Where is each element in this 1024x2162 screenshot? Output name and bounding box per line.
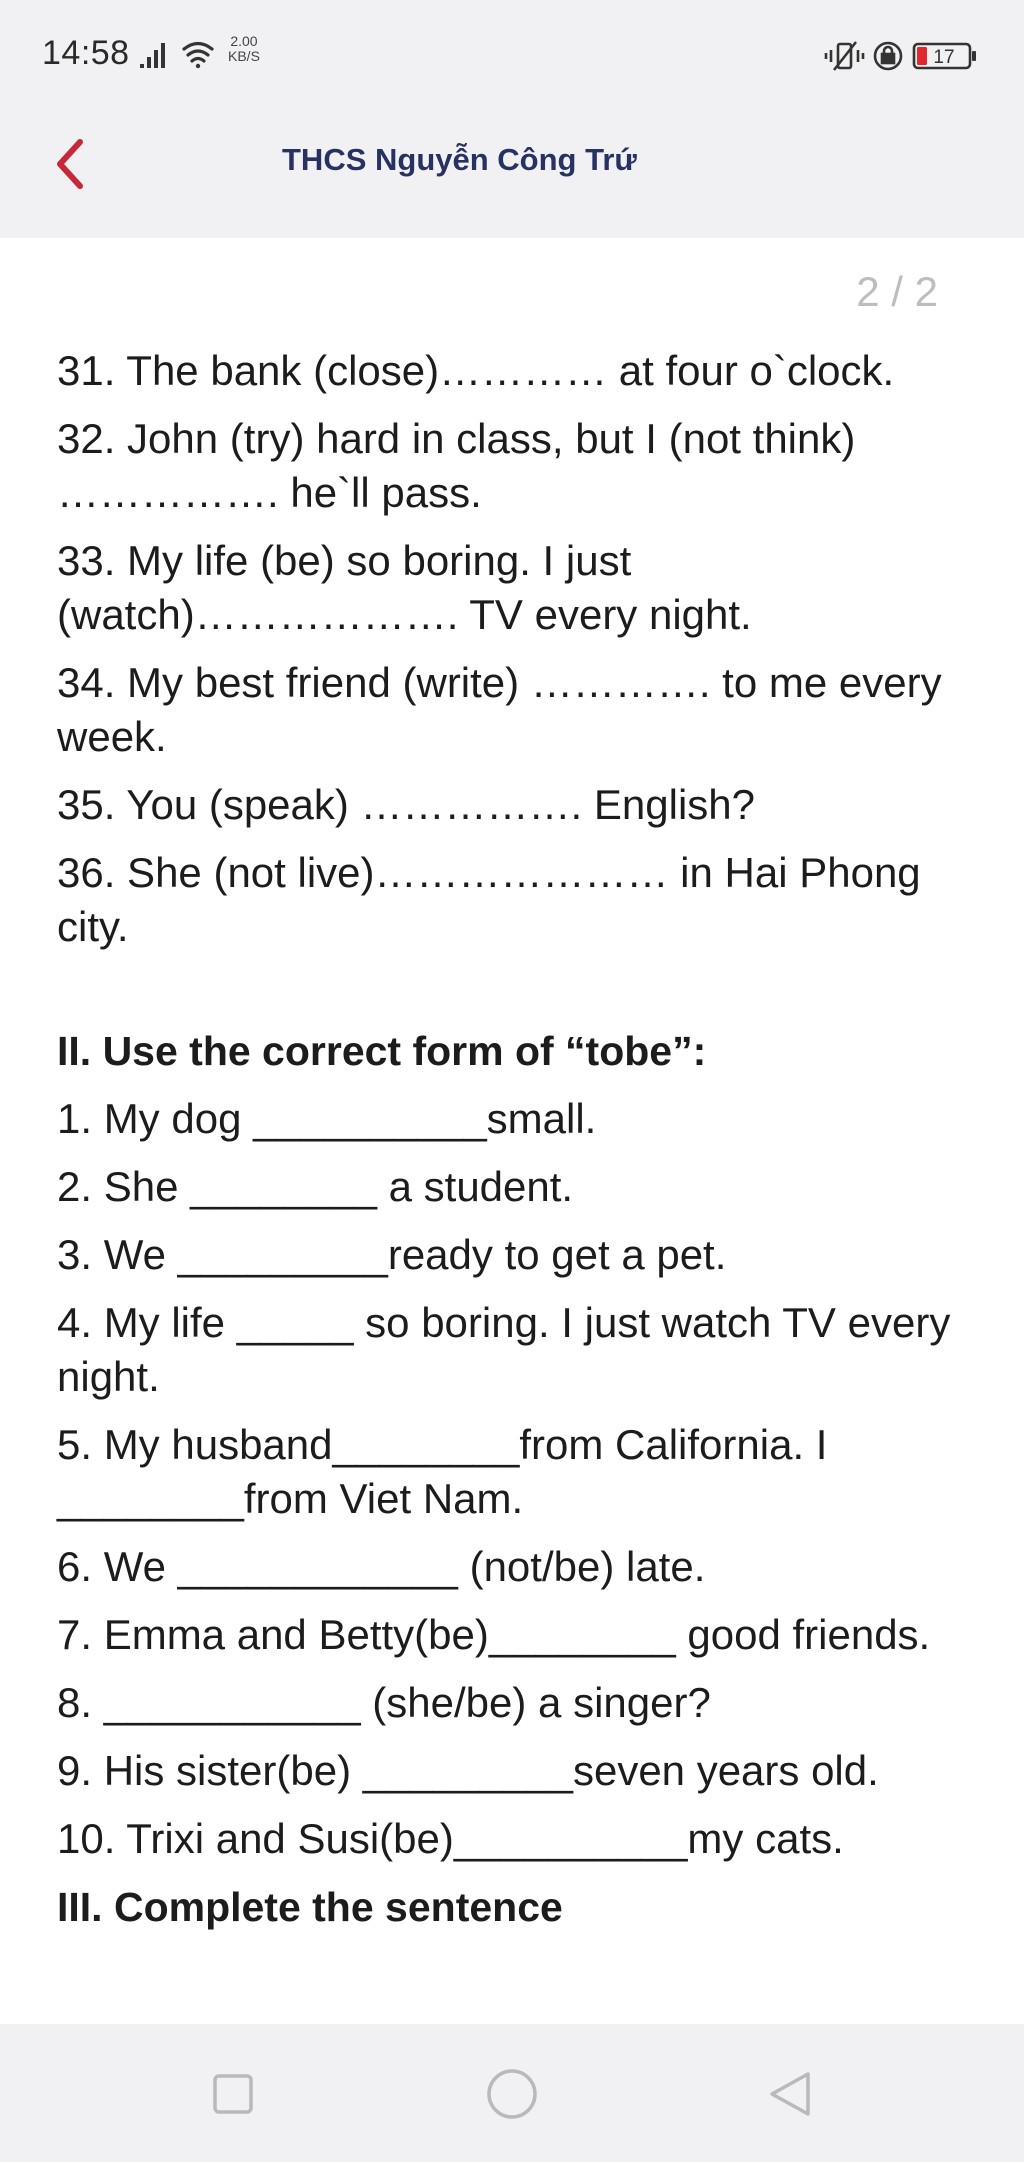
app-header [0,110,1024,238]
status-icons-right [824,36,984,76]
exercise-line: 6. We ____________ (not/be) late. [57,1543,706,1590]
exercise-line: 33. My life (be) so boring. I just (watch)………………. TV every night. [57,537,752,638]
battery-level: 17 [933,47,955,68]
exercise-line: 34. My best friend (write) …………. to me every week. [57,659,942,760]
network-speed [228,34,260,64]
exercise-line: 31. The bank (close)………… at four o`clock. [57,347,895,394]
exercise-line: 2. She ________ a student. [57,1163,574,1210]
wifi-icon [184,44,212,69]
system-back-button[interactable] [760,2064,820,2124]
navigation-bar [0,2024,1024,2162]
status-bar [0,0,1024,110]
recents-button[interactable] [203,2064,263,2124]
chevron-left-icon [60,142,80,186]
battery-icon [914,44,976,68]
section-heading: III. Complete the sentence [57,1884,563,1930]
exercise-line: 10. Trixi and Susi(be)__________my cats. [57,1815,844,1862]
status-time: 14:58 [42,34,130,72]
signal-wifi-icons [140,34,225,74]
back-button[interactable] [50,134,90,194]
vibrate-icon [826,42,863,70]
exercise-line: 8. ___________ (she/be) a singer? [57,1679,711,1726]
exercise-line: 1. My dog __________small. [57,1095,597,1142]
section-heading: II. Use the correct form of “tobe”: [57,1028,707,1074]
signal-icon [140,43,165,68]
home-button[interactable] [482,2064,542,2124]
exercise-line: 36. She (not live)………………… in Hai Phong city. [57,849,921,950]
page-counter: 2 / 2 [856,268,938,315]
exercise-line: 35. You (speak) ……………. English? [57,781,756,828]
document-viewer[interactable] [0,238,1024,2024]
exercise-line: 32. John (try) hard in class, but I (not think) ……………. he`ll pass. [57,415,856,516]
home-circle-icon [489,2071,535,2117]
exercise-line: 7. Emma and Betty(be)________ good friends. [57,1611,931,1658]
speed-value: 2.00 [230,33,258,49]
exercise-line: 9. His sister(be) _________seven years old. [57,1747,879,1794]
exercise-line: 4. My life _____ so boring. I just watch TV every night. [57,1299,951,1400]
speed-unit: KB/S [228,48,260,64]
lock-rotation-icon [875,43,901,69]
exercise-line: 5. My husband________from California. I ________from Viet Nam. [57,1421,828,1522]
exercise-line: 3. We _________ready to get a pet. [57,1231,727,1278]
page-title: THCS Nguyễn Công Trứ [282,142,637,177]
recents-square-icon [215,2076,251,2112]
back-triangle-icon [772,2074,808,2114]
worksheet-page [57,344,957,1948]
